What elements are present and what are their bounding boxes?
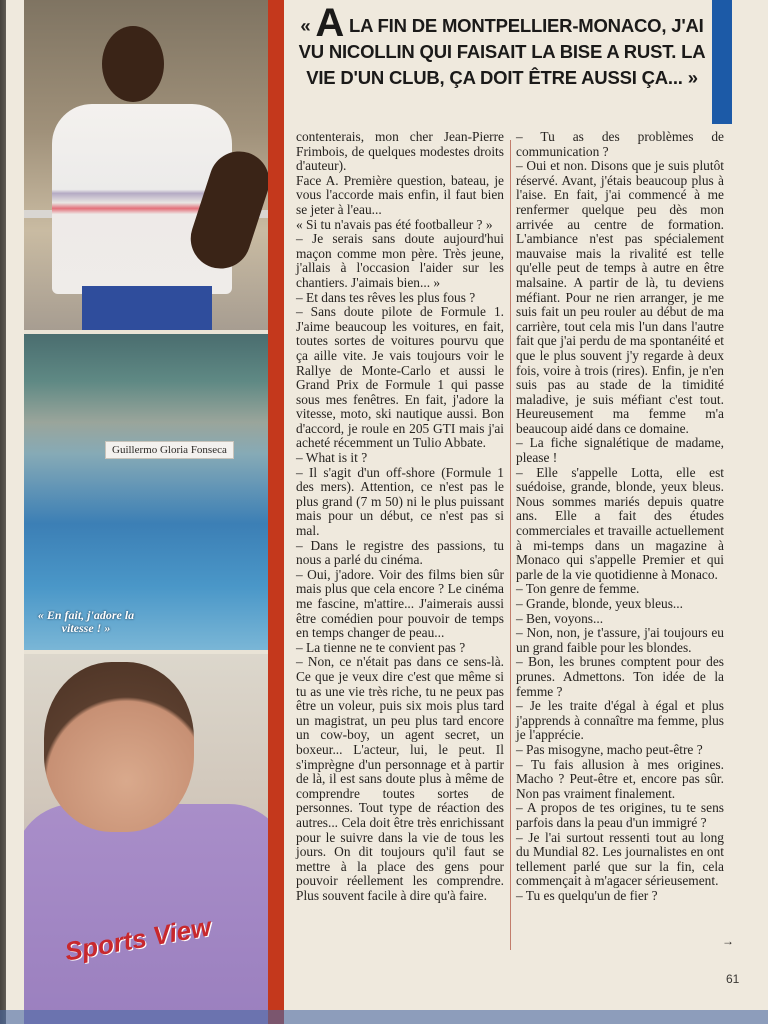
player-head — [44, 662, 194, 832]
headline-quote-open: « — [300, 15, 311, 36]
paragraph: – Non, ce n'était pas dans ce sens-là. Ce que je veux dire c'est que même si tu as une vie très riche, tu ne peux pas être un voleur, puis six mois plus tard un magistrat, un peu plus tard encore un cow-boy, un agent secret, un boxeur... L'acteur, lui, le peut. Il s'imprègne d'un personnage et à partir de là, il est sans doute plus à même de comprendre toutes sortes de personnes. Tout type de réaction des autres... Cela doit être très enrichissant pour le suivre dans la vie de tous les jours. On dit toujours qu'il faut se mettre à la place des gens pour pouvoir réellement les comprendre. Plus souvent facile à dire qu'à faire. — [296, 654, 504, 903]
paragraph: – Et dans tes rêves les plus fous ? — [296, 289, 476, 305]
paragraph: – What is it ? — [296, 450, 368, 466]
paragraph: « Si tu n'avais pas été footballeur ? » — [296, 216, 493, 232]
photo-player-purple-shirt — [24, 654, 274, 1024]
headline-quote-close: » — [687, 67, 698, 88]
paragraph: – Je les traite d'égal à égal et plus j'apprends à connaître ma femme, plus je l'apprécie. — [516, 698, 724, 743]
paragraph: – Oui et non. Disons que je suis plutôt réservé. Avant, j'étais beaucoup plus à l'aise. En fait, j'ai commencé à me renfermer quelque peu dès mon arrivée au centre de formation. L'ambiance n'est pas spécialement mauvaise mais la rivalité est telle qu'elle peut de temps à autre en être malsaine. A partir de là, tu deviens méfiant. Pour ne rien arranger, je me suis fait un peu rouler au début de ma carrière, tout cela mis l'un dans l'autre fait que j'ai perdu de ma spontanéité et que le plus souvent j'y regarde à deux fois, voire à trois (rires). Enfin, je n'en suis pas au stade de la timidité maladive, je suis méfiant c'est tout. Heureusement ma femme m'a beaucoup aidé dans ce domaine. — [516, 158, 724, 436]
paragraph: – Pas misogyne, macho peut-être ? — [516, 741, 703, 757]
paragraph: – Dans le registre des passions, tu nous a parlé du cinéma. — [296, 537, 504, 568]
headline-text: LA FIN DE MONTPELLIER-MONACO, J'AI VU NICOLLIN QUI FAISAIT LA BISE A RUST. LA VIE D'UN CLUB, ÇA DOIT ÊTRE AUSSI ÇA... — [298, 15, 706, 88]
paragraph: – Elle s'appelle Lotta, elle est suédoise, grande, blonde, yeux bleus. Nous sommes mariés depuis quatre ans. Elle a fait des études commerciales et travaille actuellement à mi-temps dans un magazine à Monaco qui s'appelle Premier et qui parle de la vie quotidienne à Monaco. — [516, 464, 724, 582]
paragraph: – Oui, j'adore. Voir des films bien sûr mais plus que cela encore ? Le cinéma me fascine, m'attire... J'aimerais aussi être comédien pour pouvoir de temps en temps changer de peau... — [296, 566, 504, 641]
paragraph: – Ben, voyons... — [516, 610, 604, 626]
paragraph: – Tu es quelqu'un de fier ? — [516, 887, 658, 903]
photo-sea-boat — [24, 334, 274, 650]
page-number: 61 — [726, 972, 740, 986]
paragraph: – Ton genre de femme. — [516, 581, 640, 597]
photo-caption: « En fait, j'adore la vitesse ! » — [37, 608, 135, 635]
paragraph: Face A. Première question, bateau, je vous l'accorde mais enfin, il faut bien se jeter à l'eau... — [296, 172, 504, 217]
paragraph: – Je l'ai surtout ressenti tout au long du Mundial 82. Les journalistes en ont tellement parlé que sur la fin, cela commençait à m'agacer sérieusement. — [516, 829, 724, 889]
article-column-1 — [296, 130, 504, 903]
paragraph: – Sans doute pilote de Formule 1. J'aime beaucoup les voitures, en fait, toutes sortes de voitures pourvu que ça aille vite. Je vais toujours voir le Rallye de Monte-Carlo et aussi le Grand Prix de Formule 1 qui passe sous mes fenêtres. En fait, j'adore la vitesse, moto, ski nautique aussi. Bon d'accord, je roule en 205 GTI mais j'ai acheté récemment un Tulio Abbate. — [296, 304, 504, 451]
paragraph: – Grande, blonde, yeux bleus... — [516, 596, 683, 611]
paragraph: – Tu fais allusion à mes origines. Macho ? Peut-être et, encore pas sûr. Non pas vraiment finalement. — [516, 756, 724, 801]
column-divider — [510, 140, 511, 950]
shirt-logo: Sports View — [62, 911, 214, 967]
photo-player-white-shirt — [24, 0, 274, 330]
paragraph: – Je serais sans doute aujourd'hui maçon comme mon père. Très jeune, j'allais à l'occasion l'aider sur les chantiers. J'aimais bien... » — [296, 231, 504, 290]
photo-credit: Guillermo Gloria Fonseca — [106, 442, 233, 458]
purple-tshirt — [24, 804, 274, 1024]
paragraph: – La fiche signalétique de madame, please ! — [516, 435, 724, 466]
paragraph: – Tu as des problèmes de communication ? — [516, 129, 724, 159]
continue-arrow-icon: → — [722, 934, 734, 948]
player-head — [102, 26, 164, 102]
headline-initial: A — [315, 1, 345, 45]
blue-shorts — [82, 286, 212, 330]
paragraph: – Non, non, je t'assure, j'ai toujours eu un grand faible pour les blondes. — [516, 625, 724, 655]
paragraph: – Il s'agit d'un off-shore (Formule 1 des mers). Attention, ce n'est pas le plus grand (7 m 50) ni le plus puissant mais pour un début, ce n'est pas si mal. — [296, 464, 504, 539]
page-edge-shadow — [0, 1010, 768, 1024]
magazine-page — [6, 0, 768, 1024]
article-column-2 — [516, 130, 724, 903]
paragraph: – Bon, les brunes comptent pour des prunes. Admettons. Ton idée de la femme ? — [516, 654, 724, 699]
headline — [292, 1, 712, 91]
blue-tab — [712, 0, 732, 124]
paragraph: contenterais, mon cher Jean-Pierre Frimbois, de quelques modestes droits d'auteur). — [296, 129, 504, 174]
paragraph: – La tienne ne te convient pas ? — [296, 639, 466, 655]
red-rule — [268, 0, 284, 1024]
paragraph: – A propos de tes origines, tu te sens parfois dans la peau d'un immigré ? — [516, 800, 724, 830]
